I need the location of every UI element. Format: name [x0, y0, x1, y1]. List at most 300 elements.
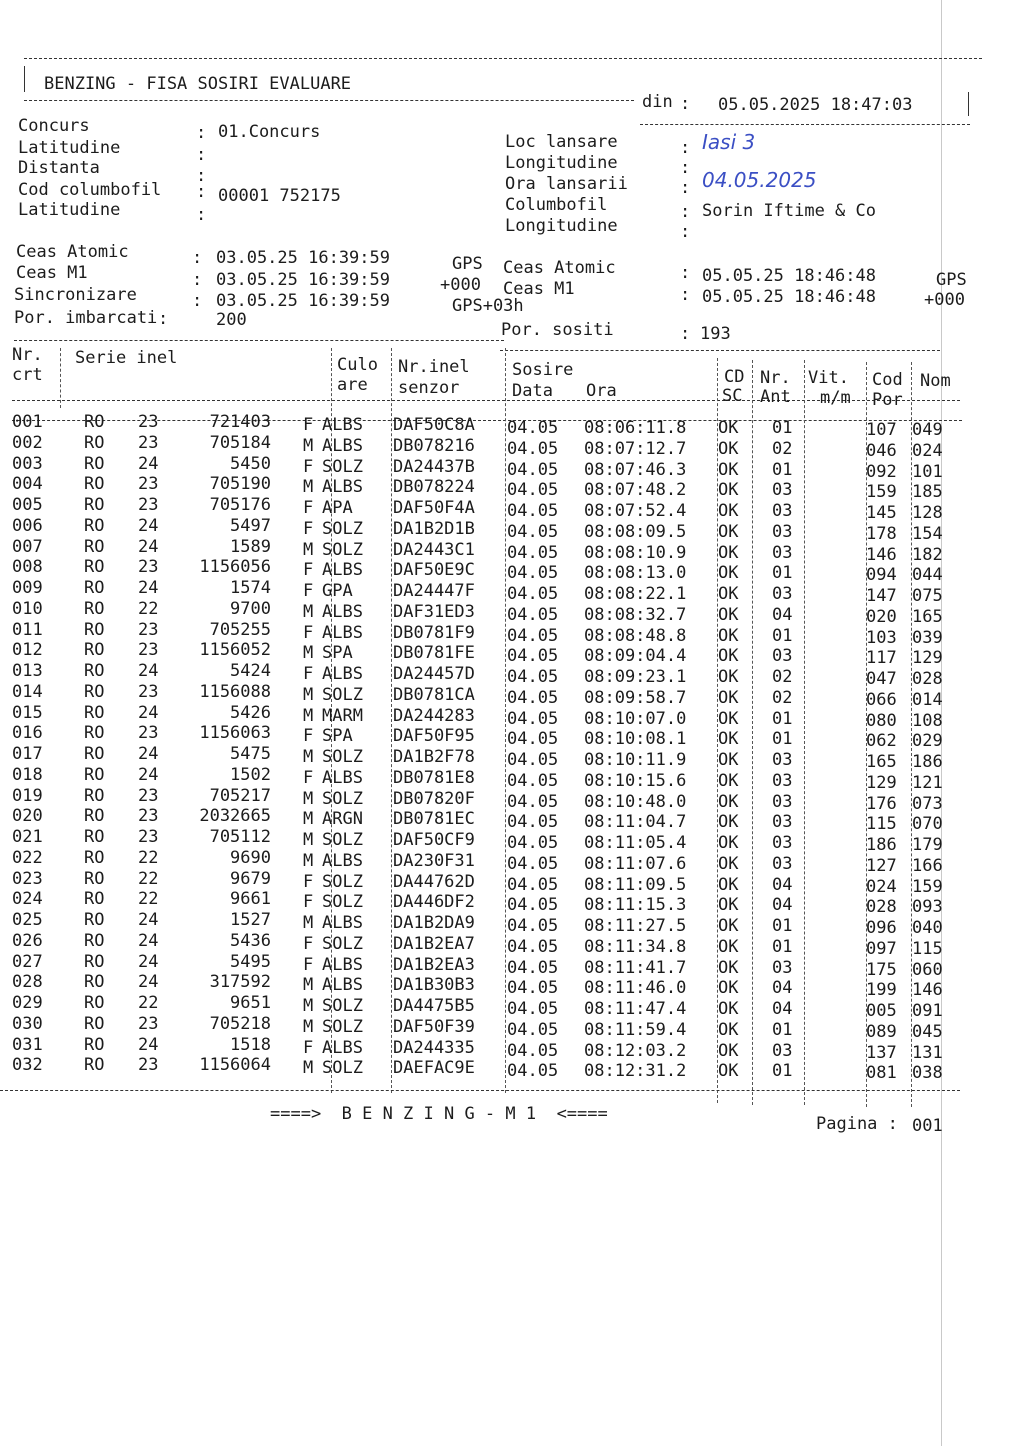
- row-sex: F: [303, 1037, 314, 1058]
- row-antenna: 01: [772, 916, 793, 936]
- row-arrival-time: 08:08:09.5: [584, 521, 687, 542]
- row-cod-por: 020: [866, 606, 897, 627]
- row-nom: 073: [912, 793, 943, 814]
- row-year: 22: [138, 598, 159, 619]
- row-arrival-time: 08:08:10.9: [584, 542, 687, 563]
- row-number: 030: [12, 1013, 43, 1034]
- row-number: 004: [12, 474, 43, 495]
- row-nom: 108: [912, 710, 943, 731]
- row-cod-por: 096: [866, 918, 897, 938]
- row-color: ALBS: [322, 954, 363, 975]
- row-nom: 075: [912, 586, 943, 606]
- row-arrival-date: 04.05: [507, 936, 559, 957]
- row-antenna: 03: [772, 480, 793, 501]
- row-sensor-ring: DB0781F9: [393, 622, 475, 643]
- row-sensor-ring: DB0781CA: [393, 684, 475, 705]
- row-arrival-date: 04.05: [507, 729, 559, 750]
- row-arrival-time: 08:07:46.3: [584, 459, 687, 480]
- row-cod-por: 146: [866, 544, 897, 565]
- page-label: Pagina :: [816, 1114, 898, 1134]
- row-antenna: 01: [772, 708, 793, 729]
- row-color: GPA: [322, 581, 353, 601]
- row-sensor-ring: DA446DF2: [393, 892, 475, 913]
- concurs-value: 01.Concurs: [218, 122, 321, 142]
- row-year: 24: [138, 453, 159, 474]
- row-cd-sc: OK: [718, 916, 739, 936]
- hdr-are: are: [337, 375, 368, 395]
- row-sex: F: [303, 726, 314, 747]
- row-country: RO: [84, 847, 105, 868]
- row-ring-number: 1502: [230, 764, 271, 785]
- ceas-m1-value: 03.05.25 16:39:59: [216, 270, 390, 290]
- row-nom: 039: [912, 627, 943, 648]
- hdr-serie-inel: Serie inel: [75, 348, 178, 368]
- row-number: 005: [12, 495, 43, 515]
- row-arrival-date: 04.05: [507, 604, 559, 625]
- row-antenna: 02: [772, 667, 793, 687]
- row-cd-sc: OK: [718, 542, 739, 563]
- row-arrival-date: 04.05: [507, 999, 559, 1019]
- row-cd-sc: OK: [718, 978, 739, 999]
- row-antenna: 01: [772, 418, 793, 438]
- row-arrival-time: 08:11:09.5: [584, 874, 687, 895]
- row-country: RO: [84, 640, 105, 661]
- row-sensor-ring: DA1B2DA9: [393, 913, 475, 933]
- row-country: RO: [84, 598, 105, 619]
- row-arrival-time: 08:08:22.1: [584, 584, 687, 604]
- hdr-ant: Ant: [760, 387, 791, 407]
- row-color: SOLZ: [322, 830, 363, 850]
- ora-lansarii-label: Ora lansarii: [505, 174, 628, 194]
- row-country: RO: [84, 785, 105, 806]
- row-year: 23: [138, 1013, 159, 1034]
- row-nom: 070: [912, 814, 943, 835]
- row-sensor-ring: DA230F31: [393, 850, 475, 871]
- table-row: [0, 951, 1024, 980]
- row-cd-sc: OK: [718, 667, 739, 687]
- row-cod-por: 159: [866, 482, 897, 503]
- row-arrival-time: 08:11:05.4: [584, 833, 687, 853]
- row-cod-por: 028: [866, 897, 897, 918]
- row-cd-sc: OK: [718, 687, 739, 708]
- row-sensor-ring: DA244283: [393, 705, 475, 726]
- row-arrival-time: 08:11:15.3: [584, 895, 687, 916]
- row-cod-por: 097: [866, 938, 897, 959]
- row-cod-por: 062: [866, 731, 897, 752]
- row-year: 24: [138, 910, 159, 930]
- row-cd-sc: OK: [718, 521, 739, 542]
- row-nom: 146: [912, 980, 943, 1001]
- row-ring-number: 1156056: [199, 557, 271, 578]
- row-arrival-time: 08:10:07.0: [584, 708, 687, 729]
- row-year: 22: [138, 889, 159, 910]
- row-sex: M: [303, 684, 314, 705]
- row-year: 23: [138, 806, 159, 827]
- row-arrival-date: 04.05: [507, 708, 559, 729]
- row-sex: M: [303, 435, 314, 456]
- row-color: SOLZ: [322, 788, 363, 809]
- report-title: BENZING - FISA SOSIRI EVALUARE: [44, 74, 352, 94]
- row-ring-number: 1574: [230, 578, 271, 598]
- row-sensor-ring: DAF50E9C: [393, 560, 475, 581]
- row-sex: F: [303, 664, 314, 684]
- table-row: [0, 785, 1024, 814]
- row-arrival-time: 08:11:07.6: [584, 853, 687, 874]
- row-arrival-date: 04.05: [507, 1061, 559, 1082]
- row-arrival-time: 08:10:11.9: [584, 750, 687, 770]
- table-row: [0, 723, 1024, 752]
- row-year: 23: [138, 723, 159, 744]
- table-row: [0, 1034, 1024, 1063]
- row-color: ALBS: [322, 664, 363, 684]
- row-country: RO: [84, 1055, 105, 1076]
- row-ring-number: 1156063: [199, 723, 271, 744]
- row-color: SOLZ: [322, 539, 363, 560]
- row-ring-number: 705176: [209, 495, 271, 515]
- row-country: RO: [84, 993, 105, 1013]
- row-arrival-date: 04.05: [507, 501, 559, 521]
- row-number: 017: [12, 744, 43, 764]
- row-sensor-ring: DAF50F95: [393, 726, 475, 747]
- row-color: ALBS: [322, 850, 363, 871]
- row-color: ALBS: [322, 622, 363, 643]
- row-antenna: 03: [772, 750, 793, 770]
- row-year: 23: [138, 495, 159, 515]
- table-row: [0, 453, 1024, 482]
- table-row: [0, 1013, 1024, 1042]
- row-sex: F: [303, 954, 314, 975]
- row-country: RO: [84, 764, 105, 785]
- table-row: [0, 661, 1024, 689]
- row-sensor-ring: DB0781FE: [393, 643, 475, 664]
- ora-lansarii-handwritten: 04.05.2025: [702, 168, 817, 192]
- row-year: 23: [138, 557, 159, 578]
- row-sex: M: [303, 705, 314, 726]
- row-number: 029: [12, 993, 43, 1013]
- row-country: RO: [84, 868, 105, 889]
- row-arrival-date: 04.05: [507, 480, 559, 501]
- row-cod-por: 092: [866, 461, 897, 482]
- row-color: SOLZ: [322, 996, 363, 1016]
- row-antenna: 04: [772, 874, 793, 895]
- row-sensor-ring: DA1B2EA7: [393, 933, 475, 954]
- table-row: [0, 868, 1024, 897]
- row-nom: 185: [912, 482, 943, 503]
- row-sex: M: [303, 539, 314, 560]
- row-cod-por: 081: [866, 1063, 897, 1084]
- row-sensor-ring: DB07820F: [393, 788, 475, 809]
- row-cd-sc: OK: [718, 438, 739, 459]
- row-ring-number: 5424: [230, 661, 271, 681]
- row-ring-number: 705255: [209, 619, 271, 640]
- row-country: RO: [84, 744, 105, 764]
- row-sensor-ring: DA24457D: [393, 664, 475, 684]
- row-number: 031: [12, 1034, 43, 1055]
- sincronizare-label: Sincronizare: [14, 285, 137, 305]
- row-sex: F: [303, 622, 314, 643]
- row-antenna: 03: [772, 501, 793, 521]
- row-arrival-date: 04.05: [507, 895, 559, 916]
- row-antenna: 02: [772, 687, 793, 708]
- row-cod-por: 137: [866, 1042, 897, 1063]
- row-arrival-time: 08:12:31.2: [584, 1061, 687, 1082]
- hdr-por: Por: [872, 390, 903, 410]
- sositi-value: 193: [700, 324, 731, 344]
- row-cd-sc: OK: [718, 604, 739, 625]
- row-year: 24: [138, 764, 159, 785]
- row-ring-number: 705184: [209, 432, 271, 453]
- hdr-sosire: Sosire: [512, 360, 574, 380]
- row-sex: F: [303, 767, 314, 788]
- row-number: 007: [12, 536, 43, 557]
- row-cd-sc: OK: [718, 874, 739, 895]
- row-sex: M: [303, 1016, 314, 1037]
- row-arrival-date: 04.05: [507, 542, 559, 563]
- row-cod-por: 127: [866, 855, 897, 876]
- row-country: RO: [84, 432, 105, 453]
- row-country: RO: [84, 619, 105, 640]
- row-arrival-date: 04.05: [507, 1019, 559, 1040]
- row-cod-por: 046: [866, 440, 897, 461]
- table-row: [0, 515, 1024, 544]
- row-antenna: 04: [772, 999, 793, 1019]
- row-nom: 101: [912, 461, 943, 482]
- table-row: [0, 806, 1024, 835]
- row-color: ARGN: [322, 809, 363, 830]
- row-ring-number: 5450: [230, 453, 271, 474]
- row-color: SOLZ: [322, 871, 363, 892]
- row-country: RO: [84, 474, 105, 495]
- table-row: [0, 495, 1024, 523]
- imbarcati-value: 200: [216, 310, 247, 330]
- row-antenna: 01: [772, 936, 793, 957]
- table-row: [0, 640, 1024, 669]
- row-sensor-ring: DB078224: [393, 477, 475, 498]
- din-label: din: [642, 92, 673, 112]
- row-arrival-date: 04.05: [507, 791, 559, 812]
- row-arrival-time: 08:11:59.4: [584, 1019, 687, 1040]
- row-sex: F: [303, 498, 314, 518]
- row-number: 024: [12, 889, 43, 910]
- row-nom: 093: [912, 897, 943, 918]
- hdr-senzor: senzor: [398, 378, 460, 398]
- row-color: ALBS: [322, 767, 363, 788]
- row-year: 23: [138, 681, 159, 702]
- row-ring-number: 1156088: [199, 681, 271, 702]
- row-color: ALBS: [322, 415, 363, 435]
- table-row: [0, 432, 1024, 461]
- row-ring-number: 9700: [230, 598, 271, 619]
- row-sex: M: [303, 747, 314, 767]
- row-cd-sc: OK: [718, 791, 739, 812]
- row-sensor-ring: DB0781E8: [393, 767, 475, 788]
- row-year: 23: [138, 619, 159, 640]
- row-arrival-date: 04.05: [507, 625, 559, 646]
- row-number: 011: [12, 619, 43, 640]
- row-number: 006: [12, 515, 43, 536]
- row-arrival-time: 08:07:52.4: [584, 501, 687, 521]
- columbofil-label: Columbofil: [505, 195, 608, 215]
- table-row: [0, 889, 1024, 918]
- row-ring-number: 705218: [209, 1013, 271, 1034]
- r-ceas-atomic-label: Ceas Atomic: [503, 258, 616, 278]
- row-number: 003: [12, 453, 43, 474]
- row-number: 012: [12, 640, 43, 661]
- row-arrival-time: 08:11:27.5: [584, 916, 687, 936]
- hdr-nr: Nr.: [12, 345, 43, 365]
- row-sensor-ring: DA1B2F78: [393, 747, 475, 767]
- table-row: [0, 619, 1024, 648]
- row-number: 026: [12, 930, 43, 951]
- row-sex: M: [303, 601, 314, 622]
- hdr-nr-inel: Nr.inel: [398, 357, 470, 377]
- row-nom: 166: [912, 855, 943, 876]
- row-sensor-ring: DAF31ED3: [393, 601, 475, 622]
- row-sensor-ring: DA1B2D1B: [393, 518, 475, 539]
- row-number: 008: [12, 557, 43, 578]
- row-arrival-time: 08:10:08.1: [584, 729, 687, 750]
- row-arrival-time: 08:11:47.4: [584, 999, 687, 1019]
- row-cd-sc: OK: [718, 833, 739, 853]
- row-cod-por: 047: [866, 669, 897, 689]
- row-arrival-time: 08:10:48.0: [584, 791, 687, 812]
- row-arrival-time: 08:09:58.7: [584, 687, 687, 708]
- row-sex: F: [303, 933, 314, 954]
- row-sensor-ring: DAF50F39: [393, 1016, 475, 1037]
- row-cd-sc: OK: [718, 1061, 739, 1082]
- row-antenna: 03: [772, 957, 793, 978]
- row-country: RO: [84, 412, 105, 432]
- row-year: 24: [138, 1034, 159, 1055]
- row-color: MARM: [322, 705, 363, 726]
- row-cd-sc: OK: [718, 853, 739, 874]
- imbarcati-label: Por. imbarcati: [14, 308, 158, 328]
- row-color: SOLZ: [322, 456, 363, 477]
- row-arrival-date: 04.05: [507, 812, 559, 833]
- row-year: 23: [138, 432, 159, 453]
- row-ring-number: 2032665: [199, 806, 271, 827]
- row-antenna: 04: [772, 895, 793, 916]
- row-country: RO: [84, 910, 105, 930]
- table-bottom-rule: [0, 1090, 960, 1091]
- row-arrival-time: 08:09:04.4: [584, 646, 687, 667]
- ceas-m1-label: Ceas M1: [16, 263, 88, 283]
- table-row: [0, 1055, 1024, 1084]
- row-sex: F: [303, 871, 314, 892]
- row-ring-number: 1156064: [199, 1055, 271, 1076]
- row-sensor-ring: DA244335: [393, 1037, 475, 1058]
- row-number: 014: [12, 681, 43, 702]
- row-cod-por: 115: [866, 814, 897, 835]
- row-arrival-time: 08:06:11.8: [584, 418, 687, 438]
- row-nom: 091: [912, 1001, 943, 1021]
- table-row: [0, 598, 1024, 627]
- row-number: 002: [12, 432, 43, 453]
- row-arrival-date: 04.05: [507, 459, 559, 480]
- row-cd-sc: OK: [718, 418, 739, 438]
- row-year: 24: [138, 972, 159, 993]
- row-cod-por: 094: [866, 565, 897, 586]
- row-year: 22: [138, 847, 159, 868]
- sositi-label: Por. sositi: [501, 320, 614, 340]
- table-row: [0, 412, 1024, 440]
- row-arrival-date: 04.05: [507, 853, 559, 874]
- row-country: RO: [84, 495, 105, 515]
- r-ceas-m1-value: 05.05.25 18:46:48: [702, 287, 876, 307]
- table-row: [0, 474, 1024, 503]
- row-arrival-time: 08:12:03.2: [584, 1040, 687, 1061]
- row-antenna: 01: [772, 625, 793, 646]
- row-number: 023: [12, 868, 43, 889]
- row-number: 019: [12, 785, 43, 806]
- hdr-nr-ant: Nr.: [760, 368, 791, 388]
- row-antenna: 03: [772, 542, 793, 563]
- row-ring-number: 5495: [230, 951, 271, 972]
- row-cd-sc: OK: [718, 936, 739, 957]
- row-cd-sc: OK: [718, 812, 739, 833]
- row-country: RO: [84, 723, 105, 744]
- row-year: 23: [138, 412, 159, 432]
- cod-columbofil-value: 00001 752175: [218, 186, 341, 206]
- row-ring-number: 1589: [230, 536, 271, 557]
- row-sensor-ring: DA1B30B3: [393, 975, 475, 996]
- row-arrival-date: 04.05: [507, 770, 559, 791]
- row-number: 021: [12, 827, 43, 847]
- row-nom: 014: [912, 689, 943, 710]
- longitudine2-label: Longitudine: [505, 216, 618, 236]
- row-arrival-time: 08:10:15.6: [584, 770, 687, 791]
- table-row: [0, 557, 1024, 586]
- hdr-nom: Nom: [920, 371, 951, 391]
- row-arrival-date: 04.05: [507, 418, 559, 438]
- row-color: ALBS: [322, 560, 363, 581]
- row-cd-sc: OK: [718, 480, 739, 501]
- row-nom: 044: [912, 565, 943, 586]
- row-antenna: 03: [772, 1040, 793, 1061]
- row-year: 24: [138, 702, 159, 723]
- row-country: RO: [84, 806, 105, 827]
- row-cd-sc: OK: [718, 895, 739, 916]
- row-cd-sc: OK: [718, 729, 739, 750]
- longitudine-label: Longitudine: [505, 153, 618, 173]
- row-sensor-ring: DAEFAC9E: [393, 1058, 475, 1079]
- row-year: 22: [138, 993, 159, 1013]
- loc-lansare-label: Loc lansare: [505, 132, 618, 152]
- row-cod-por: 066: [866, 689, 897, 710]
- row-year: 23: [138, 640, 159, 661]
- row-arrival-date: 04.05: [507, 521, 559, 542]
- row-arrival-date: 04.05: [507, 978, 559, 999]
- row-number: 025: [12, 910, 43, 930]
- row-antenna: 04: [772, 604, 793, 625]
- row-nom: 128: [912, 503, 943, 523]
- row-number: 028: [12, 972, 43, 993]
- hdr-vit: Vit.: [808, 368, 849, 388]
- row-ring-number: 705190: [209, 474, 271, 495]
- row-ring-number: 5497: [230, 515, 271, 536]
- row-antenna: 01: [772, 729, 793, 750]
- row-color: SOLZ: [322, 684, 363, 705]
- table-row: [0, 993, 1024, 1021]
- loc-lansare-handwritten: Iasi 3: [702, 130, 756, 154]
- row-sex: M: [303, 996, 314, 1016]
- distanta-label: Distanta: [18, 158, 100, 178]
- row-cod-por: 117: [866, 648, 897, 669]
- row-year: 24: [138, 515, 159, 536]
- row-cod-por: 107: [866, 420, 897, 440]
- row-sex: M: [303, 1058, 314, 1079]
- row-nom: 024: [912, 440, 943, 461]
